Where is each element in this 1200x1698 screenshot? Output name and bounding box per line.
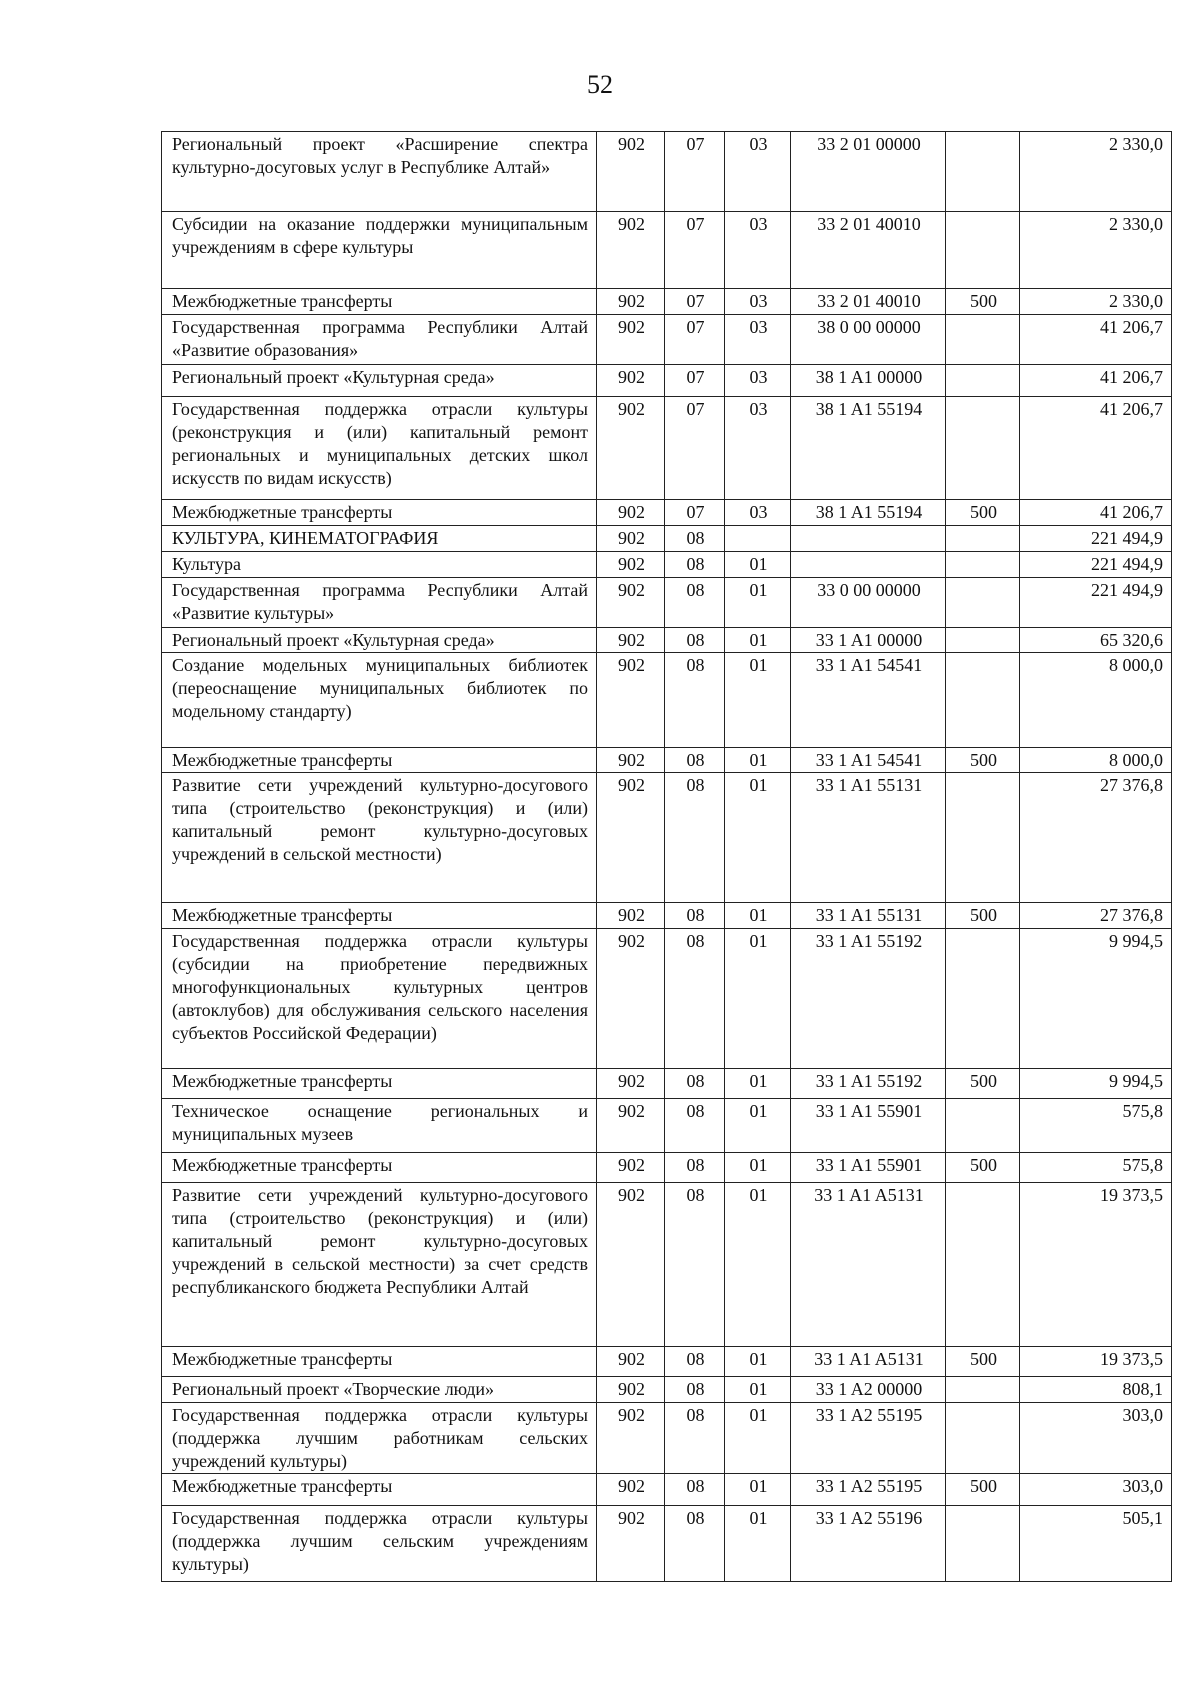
table-row	[162, 1069, 1172, 1099]
cell-expense-type	[946, 653, 1020, 748]
cell-target-article: 33 1 A2 55195	[791, 1403, 946, 1474]
cell-grbs-code: 902	[597, 628, 665, 653]
cell-expense-type	[946, 578, 1020, 628]
table-row	[162, 1183, 1172, 1347]
table-row	[162, 1099, 1172, 1153]
cell-name: КУЛЬТУРА, КИНЕМАТОГРАФИЯ	[162, 526, 597, 552]
table-row	[162, 315, 1172, 365]
cell-section-code: 08	[665, 1347, 725, 1377]
cell-section-code: 07	[665, 397, 725, 500]
cell-grbs-code: 902	[597, 1347, 665, 1377]
table-row	[162, 1347, 1172, 1377]
cell-expense-type	[946, 1377, 1020, 1403]
cell-expense-type	[946, 1099, 1020, 1153]
cell-section-code: 08	[665, 748, 725, 773]
cell-name: Региональный проект «Культурная среда»	[162, 628, 597, 653]
table-row	[162, 628, 1172, 653]
cell-name: Региональный проект «Расширение спектра культурно-досуговых услуг в Республике Алтай»	[162, 132, 597, 212]
table-row	[162, 1153, 1172, 1183]
cell-target-article	[791, 552, 946, 578]
cell-grbs-code: 902	[597, 578, 665, 628]
cell-subsection-code: 01	[725, 628, 791, 653]
cell-grbs-code: 902	[597, 929, 665, 1069]
cell-amount: 2 330,0	[1020, 132, 1172, 212]
cell-target-article: 33 1 A2 55196	[791, 1506, 946, 1582]
cell-expense-type	[946, 929, 1020, 1069]
table-row	[162, 1506, 1172, 1582]
cell-target-article: 33 1 A1 00000	[791, 628, 946, 653]
cell-section-code: 07	[665, 315, 725, 365]
cell-name: Государственная поддержка отрасли культуры (поддержка лучшим сельским учреждениям культуры)	[162, 1506, 597, 1582]
cell-amount: 65 320,6	[1020, 628, 1172, 653]
cell-amount: 303,0	[1020, 1403, 1172, 1474]
table-row	[162, 552, 1172, 578]
cell-section-code: 08	[665, 773, 725, 903]
cell-expense-type: 500	[946, 1153, 1020, 1183]
cell-grbs-code: 902	[597, 1069, 665, 1099]
cell-grbs-code: 902	[597, 315, 665, 365]
cell-target-article: 33 1 A1 55901	[791, 1153, 946, 1183]
cell-subsection-code: 01	[725, 1069, 791, 1099]
cell-name: Межбюджетные трансферты	[162, 500, 597, 526]
cell-subsection-code: 03	[725, 365, 791, 397]
cell-name: Государственная поддержка отрасли культуры (реконструкция и (или) капитальный ремонт региональных и муниципальных детских школ искусств по видам искусств)	[162, 397, 597, 500]
cell-grbs-code: 902	[597, 132, 665, 212]
table-row	[162, 1403, 1172, 1474]
table-row	[162, 132, 1172, 212]
cell-name: Межбюджетные трансферты	[162, 1069, 597, 1099]
cell-name: Межбюджетные трансферты	[162, 1474, 597, 1506]
cell-expense-type: 500	[946, 1474, 1020, 1506]
page-number: 52	[587, 70, 613, 99]
cell-subsection-code	[725, 526, 791, 552]
cell-grbs-code: 902	[597, 397, 665, 500]
cell-expense-type: 500	[946, 1347, 1020, 1377]
cell-amount: 41 206,7	[1020, 397, 1172, 500]
cell-name: Создание модельных муниципальных библиотек (переоснащение муниципальных библиотек по модельному стандарту)	[162, 653, 597, 748]
cell-subsection-code: 01	[725, 1099, 791, 1153]
cell-amount: 221 494,9	[1020, 552, 1172, 578]
cell-expense-type	[946, 315, 1020, 365]
cell-section-code: 08	[665, 929, 725, 1069]
cell-name: Региональный проект «Творческие люди»	[162, 1377, 597, 1403]
cell-subsection-code: 03	[725, 212, 791, 289]
cell-name: Государственная программа Республики Алтай «Развитие образования»	[162, 315, 597, 365]
cell-amount: 27 376,8	[1020, 903, 1172, 929]
cell-amount: 9 994,5	[1020, 1069, 1172, 1099]
cell-name: Межбюджетные трансферты	[162, 748, 597, 773]
cell-expense-type	[946, 628, 1020, 653]
cell-amount: 41 206,7	[1020, 365, 1172, 397]
cell-amount: 221 494,9	[1020, 578, 1172, 628]
cell-target-article: 38 1 A1 00000	[791, 365, 946, 397]
cell-subsection-code: 01	[725, 1153, 791, 1183]
cell-name: Межбюджетные трансферты	[162, 903, 597, 929]
cell-target-article	[791, 526, 946, 552]
cell-grbs-code: 902	[597, 1183, 665, 1347]
cell-subsection-code: 01	[725, 653, 791, 748]
cell-name: Государственная программа Республики Алтай «Развитие культуры»	[162, 578, 597, 628]
cell-subsection-code: 01	[725, 748, 791, 773]
cell-expense-type: 500	[946, 748, 1020, 773]
cell-grbs-code: 902	[597, 1474, 665, 1506]
cell-expense-type: 500	[946, 289, 1020, 315]
cell-target-article: 33 1 A1 54541	[791, 653, 946, 748]
cell-grbs-code: 902	[597, 1099, 665, 1153]
cell-section-code: 08	[665, 578, 725, 628]
cell-expense-type	[946, 132, 1020, 212]
cell-section-code: 08	[665, 526, 725, 552]
cell-section-code: 07	[665, 132, 725, 212]
cell-grbs-code: 902	[597, 552, 665, 578]
cell-subsection-code: 01	[725, 903, 791, 929]
cell-grbs-code: 902	[597, 500, 665, 526]
cell-subsection-code: 03	[725, 289, 791, 315]
cell-expense-type	[946, 1403, 1020, 1474]
cell-target-article: 33 1 A1 55131	[791, 773, 946, 903]
cell-subsection-code: 03	[725, 500, 791, 526]
cell-subsection-code: 01	[725, 929, 791, 1069]
cell-section-code: 07	[665, 365, 725, 397]
cell-subsection-code: 01	[725, 1474, 791, 1506]
cell-target-article: 33 1 A1 55192	[791, 929, 946, 1069]
cell-target-article: 38 0 00 00000	[791, 315, 946, 365]
cell-amount: 575,8	[1020, 1099, 1172, 1153]
cell-amount: 575,8	[1020, 1153, 1172, 1183]
cell-subsection-code: 03	[725, 132, 791, 212]
cell-subsection-code: 01	[725, 1403, 791, 1474]
cell-subsection-code: 03	[725, 397, 791, 500]
cell-name: Региональный проект «Культурная среда»	[162, 365, 597, 397]
cell-subsection-code: 01	[725, 578, 791, 628]
cell-target-article: 33 2 01 40010	[791, 212, 946, 289]
cell-grbs-code: 902	[597, 526, 665, 552]
table-row	[162, 578, 1172, 628]
cell-section-code: 07	[665, 289, 725, 315]
table-row	[162, 903, 1172, 929]
cell-name: Развитие сети учреждений культурно-досугового типа (строительство (реконструкция) и (или) капитальный ремонт культурно-досуговых учреждений в сельской местности)	[162, 773, 597, 903]
table-row	[162, 1377, 1172, 1403]
cell-amount: 19 373,5	[1020, 1347, 1172, 1377]
cell-name: Межбюджетные трансферты	[162, 1153, 597, 1183]
cell-amount: 808,1	[1020, 1377, 1172, 1403]
cell-subsection-code: 01	[725, 552, 791, 578]
cell-expense-type	[946, 1183, 1020, 1347]
cell-amount: 505,1	[1020, 1506, 1172, 1582]
table-row	[162, 526, 1172, 552]
cell-section-code: 08	[665, 1069, 725, 1099]
cell-amount: 41 206,7	[1020, 315, 1172, 365]
cell-grbs-code: 902	[597, 212, 665, 289]
cell-subsection-code: 01	[725, 1183, 791, 1347]
cell-expense-type	[946, 365, 1020, 397]
cell-amount: 221 494,9	[1020, 526, 1172, 552]
table-row	[162, 653, 1172, 748]
cell-grbs-code: 902	[597, 1153, 665, 1183]
cell-target-article: 38 1 A1 55194	[791, 397, 946, 500]
table-row	[162, 212, 1172, 289]
cell-expense-type	[946, 773, 1020, 903]
cell-section-code: 08	[665, 628, 725, 653]
cell-subsection-code: 01	[725, 1347, 791, 1377]
cell-target-article: 38 1 A1 55194	[791, 500, 946, 526]
cell-target-article: 33 0 00 00000	[791, 578, 946, 628]
table-row	[162, 397, 1172, 500]
cell-section-code: 08	[665, 1506, 725, 1582]
cell-target-article: 33 1 A1 55131	[791, 903, 946, 929]
cell-name: Межбюджетные трансферты	[162, 289, 597, 315]
table-row	[162, 773, 1172, 903]
cell-expense-type: 500	[946, 903, 1020, 929]
cell-section-code: 08	[665, 653, 725, 748]
cell-name: Развитие сети учреждений культурно-досугового типа (строительство (реконструкция) и (или) капитальный ремонт культурно-досуговых учреждений в сельской местности) за счет средств республиканского бюджета Республики Алтай	[162, 1183, 597, 1347]
cell-name: Государственная поддержка отрасли культуры (субсидии на приобретение передвижных многофункциональных культурных центров (автоклубов) для обслуживания сельского населения субъектов Российской Федерации)	[162, 929, 597, 1069]
cell-amount: 41 206,7	[1020, 500, 1172, 526]
budget-table	[161, 131, 1172, 1582]
table-row	[162, 1474, 1172, 1506]
cell-name: Субсидии на оказание поддержки муниципальным учреждениям в сфере культуры	[162, 212, 597, 289]
cell-grbs-code: 902	[597, 653, 665, 748]
cell-grbs-code: 902	[597, 748, 665, 773]
cell-section-code: 08	[665, 1474, 725, 1506]
cell-target-article: 33 1 A1 55192	[791, 1069, 946, 1099]
cell-grbs-code: 902	[597, 773, 665, 903]
cell-section-code: 08	[665, 1099, 725, 1153]
cell-name: Техническое оснащение региональных и муниципальных музеев	[162, 1099, 597, 1153]
cell-expense-type	[946, 212, 1020, 289]
cell-amount: 2 330,0	[1020, 212, 1172, 289]
cell-subsection-code: 03	[725, 315, 791, 365]
cell-grbs-code: 902	[597, 903, 665, 929]
table-row	[162, 500, 1172, 526]
cell-target-article: 33 2 01 40010	[791, 289, 946, 315]
cell-grbs-code: 902	[597, 1403, 665, 1474]
cell-expense-type	[946, 397, 1020, 500]
cell-section-code: 08	[665, 903, 725, 929]
cell-grbs-code: 902	[597, 289, 665, 315]
cell-name: Межбюджетные трансферты	[162, 1347, 597, 1377]
cell-target-article: 33 1 A1 A5131	[791, 1183, 946, 1347]
budget-table-body	[162, 132, 1172, 1582]
cell-target-article: 33 1 A1 54541	[791, 748, 946, 773]
cell-target-article: 33 2 01 00000	[791, 132, 946, 212]
table-row	[162, 365, 1172, 397]
cell-amount: 8 000,0	[1020, 748, 1172, 773]
cell-amount: 8 000,0	[1020, 653, 1172, 748]
cell-expense-type: 500	[946, 500, 1020, 526]
cell-subsection-code: 01	[725, 1377, 791, 1403]
cell-target-article: 33 1 A1 A5131	[791, 1347, 946, 1377]
cell-target-article: 33 1 A1 55901	[791, 1099, 946, 1153]
cell-section-code: 08	[665, 1183, 725, 1347]
cell-subsection-code: 01	[725, 773, 791, 903]
cell-expense-type: 500	[946, 1069, 1020, 1099]
table-row	[162, 748, 1172, 773]
cell-grbs-code: 902	[597, 1377, 665, 1403]
cell-target-article: 33 1 A2 55195	[791, 1474, 946, 1506]
cell-section-code: 08	[665, 1377, 725, 1403]
cell-expense-type	[946, 552, 1020, 578]
cell-amount: 9 994,5	[1020, 929, 1172, 1069]
cell-expense-type	[946, 1506, 1020, 1582]
table-row	[162, 929, 1172, 1069]
cell-grbs-code: 902	[597, 1506, 665, 1582]
cell-section-code: 07	[665, 212, 725, 289]
cell-name: Культура	[162, 552, 597, 578]
cell-section-code: 08	[665, 552, 725, 578]
cell-amount: 2 330,0	[1020, 289, 1172, 315]
cell-amount: 303,0	[1020, 1474, 1172, 1506]
cell-expense-type	[946, 526, 1020, 552]
cell-section-code: 08	[665, 1403, 725, 1474]
cell-amount: 19 373,5	[1020, 1183, 1172, 1347]
cell-subsection-code: 01	[725, 1506, 791, 1582]
cell-target-article: 33 1 A2 00000	[791, 1377, 946, 1403]
cell-name: Государственная поддержка отрасли культуры (поддержка лучшим работникам сельских учреждений культуры)	[162, 1403, 597, 1474]
cell-grbs-code: 902	[597, 365, 665, 397]
cell-section-code: 08	[665, 1153, 725, 1183]
table-row	[162, 289, 1172, 315]
cell-section-code: 07	[665, 500, 725, 526]
cell-amount: 27 376,8	[1020, 773, 1172, 903]
